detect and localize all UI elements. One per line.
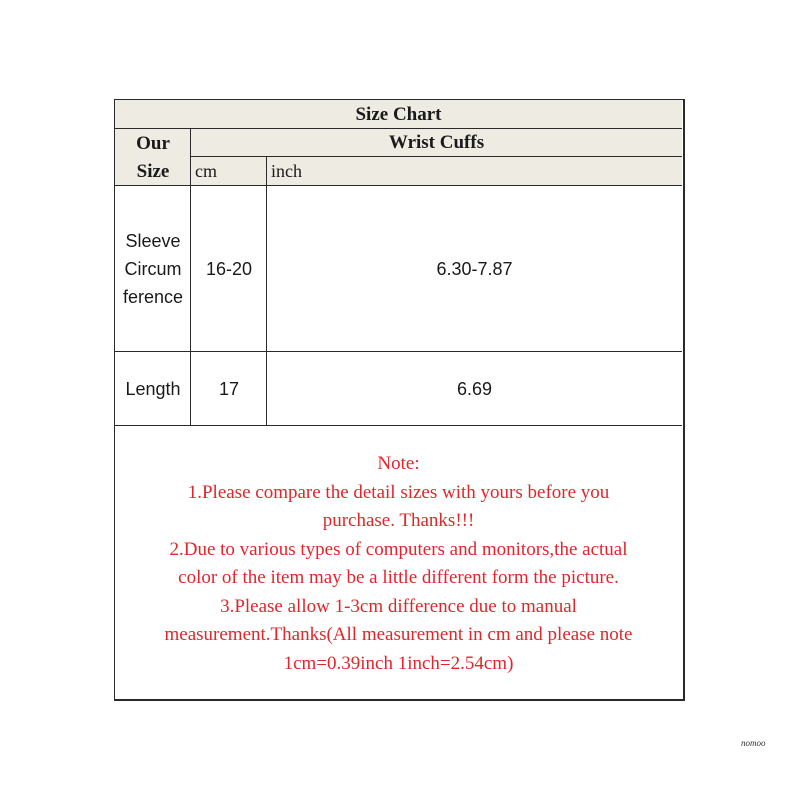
divider [191,156,682,157]
note-line: 3.Please allow 1-3cm difference due to manual [220,595,577,617]
note-line: purchase. Thanks!!! [322,510,475,531]
watermark: nomoo [741,738,766,748]
length-cm-value: 17 [218,378,240,399]
row-label-line: Sleeve [125,231,181,251]
note-line: 2.Due to various types of computers and monitors,the actual [169,538,628,560]
note-heading: Note: [377,453,420,474]
sleeve-cm-value: 16-20 [205,258,253,279]
product-header: Wrist Cuffs [191,129,682,157]
our-size-line1: Our [136,132,170,154]
row-label-sleeve-circumference [115,186,191,352]
row-label-length: Length [125,379,181,399]
row-label-line: Circum [124,259,182,279]
divider [266,156,267,426]
row-label-line: ference [122,287,184,307]
size-chart-table [114,99,685,701]
note-block [115,426,682,678]
note-line: 1.Please compare the detail sizes with yours before you [187,481,610,503]
divider [190,128,191,426]
our-size-line2: Size [136,160,170,182]
note-line: 1cm=0.39inch 1inch=2.54cm) [283,652,514,674]
divider [115,128,682,129]
length-inch-value: 6.69 [456,378,493,399]
our-size-header [115,129,191,186]
divider [115,185,682,186]
size-chart-title: Size Chart [115,100,682,129]
sleeve-inch-value: 6.30-7.87 [436,258,513,279]
note-line: measurement.Thanks(All measurement in cm and please note [164,624,633,645]
divider [115,351,682,352]
note-line: color of the item may be a little different form the picture. [178,567,619,588]
unit-inch-header: inch [267,157,682,186]
unit-cm-header: cm [191,157,267,186]
